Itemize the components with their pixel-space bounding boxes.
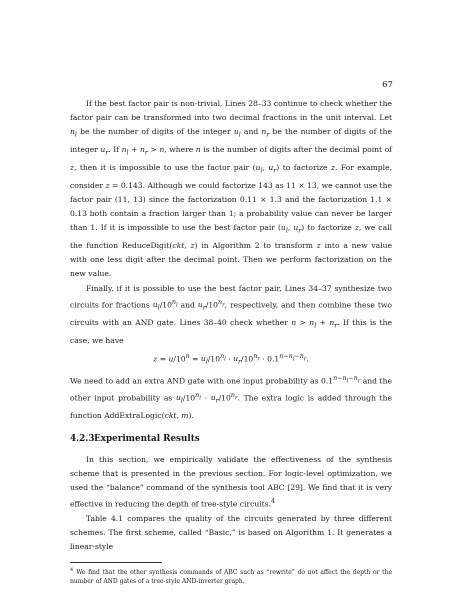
page-body (70, 97, 392, 586)
page-number: 67 (382, 80, 393, 90)
section-heading (70, 432, 392, 446)
paragraph-experimental: In this section, we empirically validate the effectiveness of the synthesis scheme that is presented in the previous section. For logic-level optimization, we used the “balance” command of the synthesis tool ABC [29]. We find that it is very effective in reducing the depth of tree-style circuits.$^4$ (70, 454, 392, 509)
section-number: 4.2.3 (70, 434, 95, 445)
paragraph-factor-pair: If the best factor pair is non-trivial, Lines 28–33 continue to check whether the factor pair can be transformed into two decimal fractions in the unit interval. Let $n_l$ be the number of digits of the integer $u_l$ and $n_r$ be the number of digits of the integer $u_r$. If $n_l + n_r > n$, where n is the number of digits after the decimal point of z, then it is impossible to use the factor pair ($u_l$, $u_r$) to factorize z. For example, consider z = 0.143. Although we could factorize 143 as 11 × 13, we cannot use the factor pair (11, 13) since the factorization 0.11 × 1.3 and the factorization 1.1 × 0.13 both contain a fraction larger than 1; a probability value can never be larger than 1. If it is impossible to use the best factor pair ($u_l$, $u_r$) to factorize z, we call the function ReduceDigit(ckt, z) in Algorithm 2 to transform z into a new value with one less digit after the decimal point. Then we perform factorization on the new value. (70, 99, 393, 279)
footnote-mark: 4 (70, 567, 74, 574)
section-title: Experimental Results (94, 434, 200, 445)
footnote (70, 566, 392, 586)
paragraph-extra-and: We need to add an extra AND gate with one input probability as $0.1^{n-n_l-n_r}$ and the other input probability as $u_l/10^{n_l} \cdot u_r/10^{n_r}$. The extra logic is added through the function AddExtraLogic(ckt, m). (70, 375, 392, 421)
paragraph-synthesize: Finally, if it is possible to use the best factor pair, Lines 34–37 synthesize two circuits for fractions $u_l/10^{n_l}$ and $u_r/10^{n_r}$, respectively, and then combine these two circuits with an AND gate. Lines 38–40 check whether $n > n_l + n_r$. If this is the case, we have (70, 283, 392, 345)
footnote-text: We find that the other synthesis commands of ABC such as “rewrite” do not affect the depth or the number of AND gates of a tree-style AND-inverter graph. (70, 569, 392, 586)
equation-z: $z = u/10^n = u_l/10^{n_l} \cdot u_r/10^{n_r} \cdot 0.1^{n-n_l-n_r}$. (153, 352, 309, 366)
paragraph-table-compare: Table 4.1 compares the quality of the circuits generated by three different schemes. The first scheme, called “Basic,” is based on Algorithm 1. It generates a linear-style (70, 513, 392, 552)
footnote-rule (70, 562, 162, 563)
